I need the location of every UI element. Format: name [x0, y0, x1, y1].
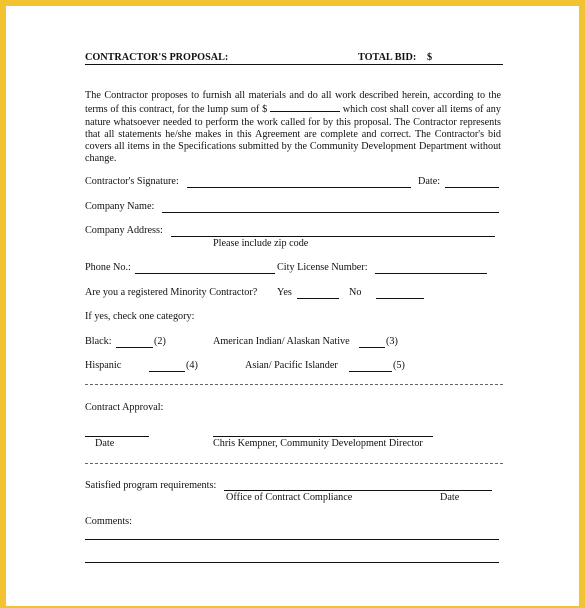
signature-field[interactable] — [187, 187, 411, 188]
approval-signature-field[interactable] — [213, 436, 433, 437]
section-divider-2 — [85, 463, 503, 464]
company-address-label: Company Address: — [85, 225, 163, 236]
signature-date-label: Date: — [418, 176, 441, 187]
compliance-office: Office of Contract Compliance — [226, 492, 353, 503]
company-name-field[interactable] — [162, 212, 499, 213]
proposal-paragraph — [85, 90, 501, 166]
approval-date-label: Date — [95, 438, 115, 449]
category-hispanic-code: (4) — [186, 360, 198, 371]
compliance-date-label: Date — [440, 492, 460, 503]
header-underline — [85, 64, 503, 65]
category-american-indian-label: American Indian/ Alaskan Native — [213, 336, 350, 347]
zip-note: Please include zip code — [213, 238, 309, 249]
category-american-indian-code: (3) — [386, 336, 398, 347]
comments-line-1[interactable] — [85, 539, 499, 540]
no-field[interactable] — [376, 298, 424, 299]
category-prompt: If yes, check one category: — [85, 311, 195, 322]
total-bid-currency: $ — [427, 52, 433, 63]
form-page — [6, 6, 579, 606]
signature-date-field[interactable] — [445, 187, 499, 188]
yes-field[interactable] — [297, 298, 339, 299]
company-address-field[interactable] — [171, 236, 495, 237]
lump-sum-field[interactable] — [270, 102, 340, 112]
approval-date-field[interactable] — [85, 436, 149, 437]
license-field[interactable] — [375, 273, 487, 274]
compliance-signature-field[interactable] — [224, 490, 492, 491]
paragraph-text-end: which cost shall cover all items of any nature whatsoever needed to perform the work called for by this proposal. The Contractor represents that all statements he/she makes in this Agreement are complete and correct. The Contractor's bid covers all items in the Specifications submitted by the Community Development Department without change. — [85, 104, 501, 165]
category-hispanic-label: Hispanic — [85, 360, 122, 371]
category-black-label: Black: — [85, 336, 112, 347]
category-american-indian-field[interactable] — [359, 347, 385, 348]
section-divider-1 — [85, 384, 503, 385]
form-title: CONTRACTOR'S PROPOSAL: — [85, 52, 229, 63]
category-asian-field[interactable] — [349, 371, 392, 372]
compliance-label: Satisfied program requirements: — [85, 480, 217, 491]
category-black-field[interactable] — [116, 347, 153, 348]
approval-director: Chris Kempner, Community Development Director — [213, 438, 423, 449]
category-asian-label: Asian/ Pacific Islander — [245, 360, 338, 371]
approval-label: Contract Approval: — [85, 402, 164, 413]
category-hispanic-field[interactable] — [149, 371, 185, 372]
category-asian-code: (5) — [393, 360, 405, 371]
paragraph-text-start: The Contractor proposes to furnish all materials and do all work described herein, according to the terms of this contract, for the lump sum of $ — [85, 90, 501, 116]
yes-label: Yes — [277, 287, 292, 298]
no-label: No — [349, 287, 362, 298]
comments-label: Comments: — [85, 516, 132, 527]
license-label: City License Number: — [277, 262, 368, 273]
phone-field[interactable] — [135, 273, 275, 274]
category-black-code: (2) — [154, 336, 166, 347]
company-name-label: Company Name: — [85, 201, 155, 212]
minority-question: Are you a registered Minority Contractor? — [85, 287, 258, 298]
comments-line-2[interactable] — [85, 562, 499, 563]
total-bid-label: TOTAL BID: — [358, 52, 417, 63]
signature-label: Contractor's Signature: — [85, 176, 179, 187]
phone-label: Phone No.: — [85, 262, 131, 273]
